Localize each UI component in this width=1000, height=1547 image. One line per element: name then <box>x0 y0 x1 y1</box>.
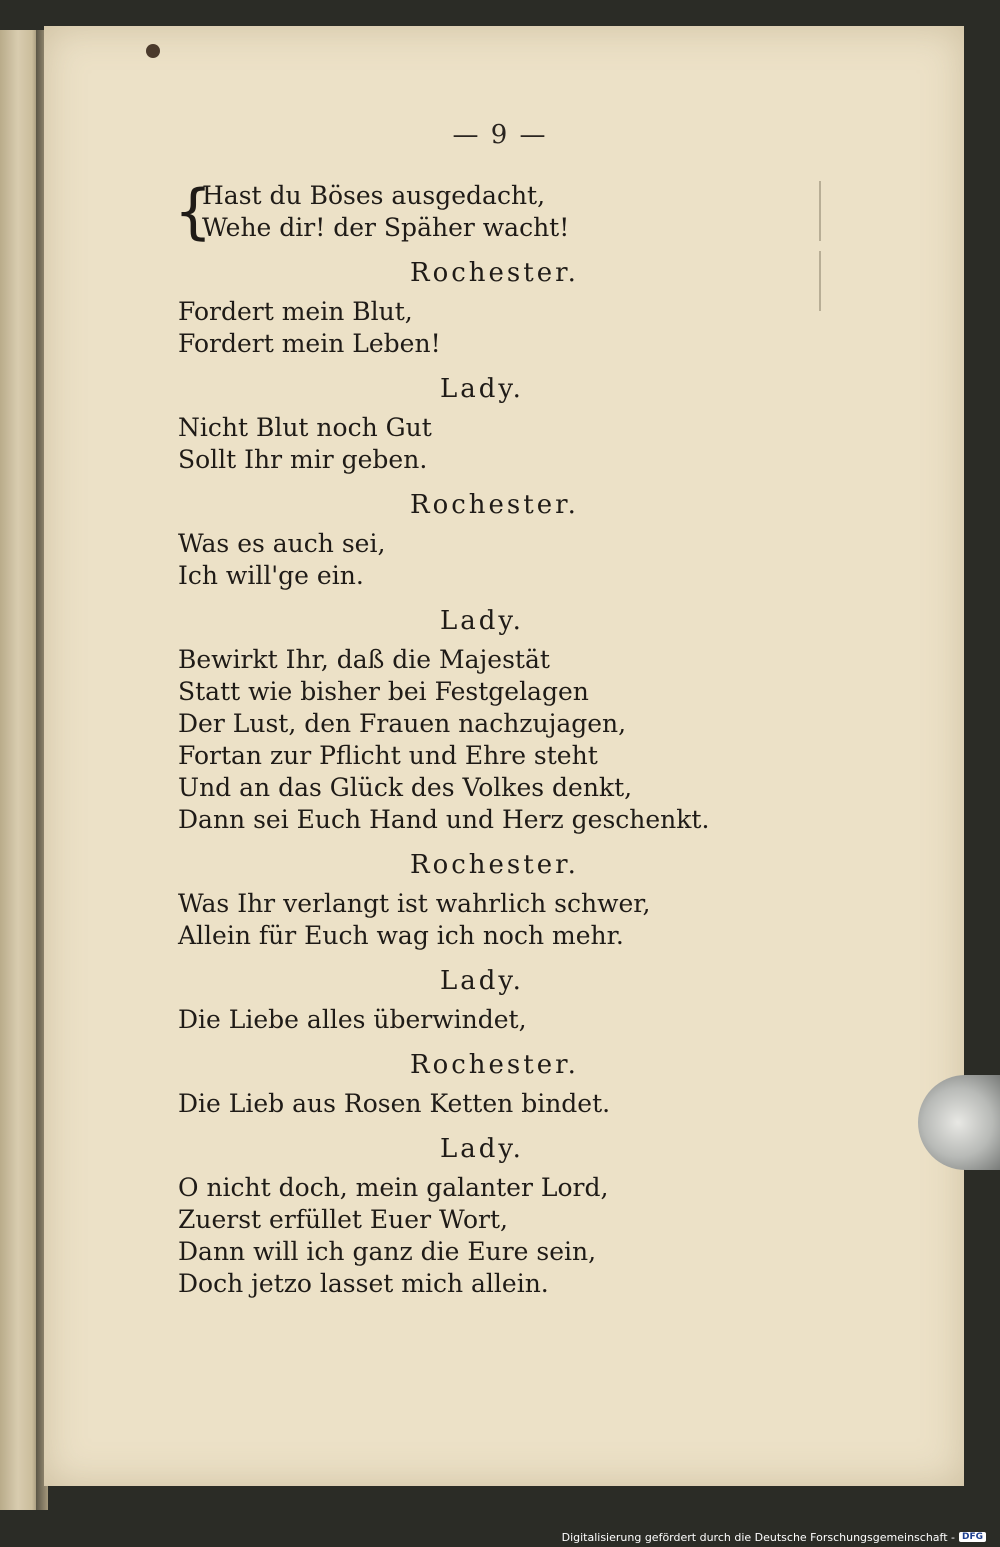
verse-line: Zuerst erfüllet Euer Wort, <box>178 1205 508 1234</box>
verse-line: Was Ihr verlangt ist wahrlich schwer, <box>178 889 651 918</box>
verse-line: Hast du Böses ausgedacht, <box>202 181 546 210</box>
verse-line: Die Liebe alles überwindet, <box>178 1005 527 1034</box>
verse-line: Wehe dir! der Späher wacht! <box>202 213 570 242</box>
ink-spot <box>146 44 160 58</box>
bleed-through-bracket <box>819 181 821 241</box>
verse-line: Ich will'ge ein. <box>178 561 364 590</box>
verse-text-block <box>174 177 778 1300</box>
verse-line: Dann will ich ganz die Eure sein, <box>178 1237 597 1266</box>
speaker-name: Rochester. <box>410 490 579 520</box>
verse-line: Doch jetzo lasset mich allein. <box>178 1269 549 1298</box>
speaker-name: Lady. <box>440 606 524 636</box>
verse-line: Dann sei Euch Hand und Herz geschenkt. <box>178 805 710 834</box>
verse-line: Sollt Ihr mir geben. <box>178 445 428 474</box>
braced-couplet <box>174 177 778 247</box>
verse-line: O nicht doch, mein galanter Lord, <box>178 1173 609 1202</box>
credit-text: Digitalisierung gefördert durch die Deutsche Forschungsgemeinschaft - <box>561 1530 955 1544</box>
page-number: — 9 — <box>452 120 548 150</box>
digitization-credit <box>562 1529 986 1545</box>
verse-line: Und an das Glück des Volkes denkt, <box>178 773 633 802</box>
speaker-name: Rochester. <box>410 258 579 288</box>
speaker-name: Lady. <box>440 966 524 996</box>
speaker-name: Rochester. <box>410 850 579 880</box>
speaker-name: Lady. <box>440 374 524 404</box>
dfg-logo-icon: DFG <box>959 1532 986 1542</box>
bleed-through-bracket <box>819 251 821 311</box>
speaker-name: Lady. <box>440 1134 524 1164</box>
verse-line: Fordert mein Leben! <box>178 329 441 358</box>
verse-line: Bewirkt Ihr, daß die Majestät <box>178 645 550 674</box>
verse-line: Was es auch sei, <box>178 529 386 558</box>
speaker-name: Rochester. <box>410 1050 579 1080</box>
left-page-edge <box>0 30 40 1510</box>
verse-line: Fortan zur Pflicht und Ehre steht <box>178 741 598 770</box>
verse-line: Nicht Blut noch Gut <box>178 413 432 442</box>
curly-brace-icon: { <box>174 177 213 247</box>
verse-line: Der Lust, den Frauen nachzujagen, <box>178 709 627 738</box>
verse-line: Fordert mein Blut, <box>178 297 413 326</box>
verse-line: Allein für Euch wag ich noch mehr. <box>178 921 624 950</box>
verse-line: Statt wie bisher bei Festgelagen <box>178 677 589 706</box>
verse-line: Die Lieb aus Rosen Ketten bindet. <box>178 1089 611 1118</box>
